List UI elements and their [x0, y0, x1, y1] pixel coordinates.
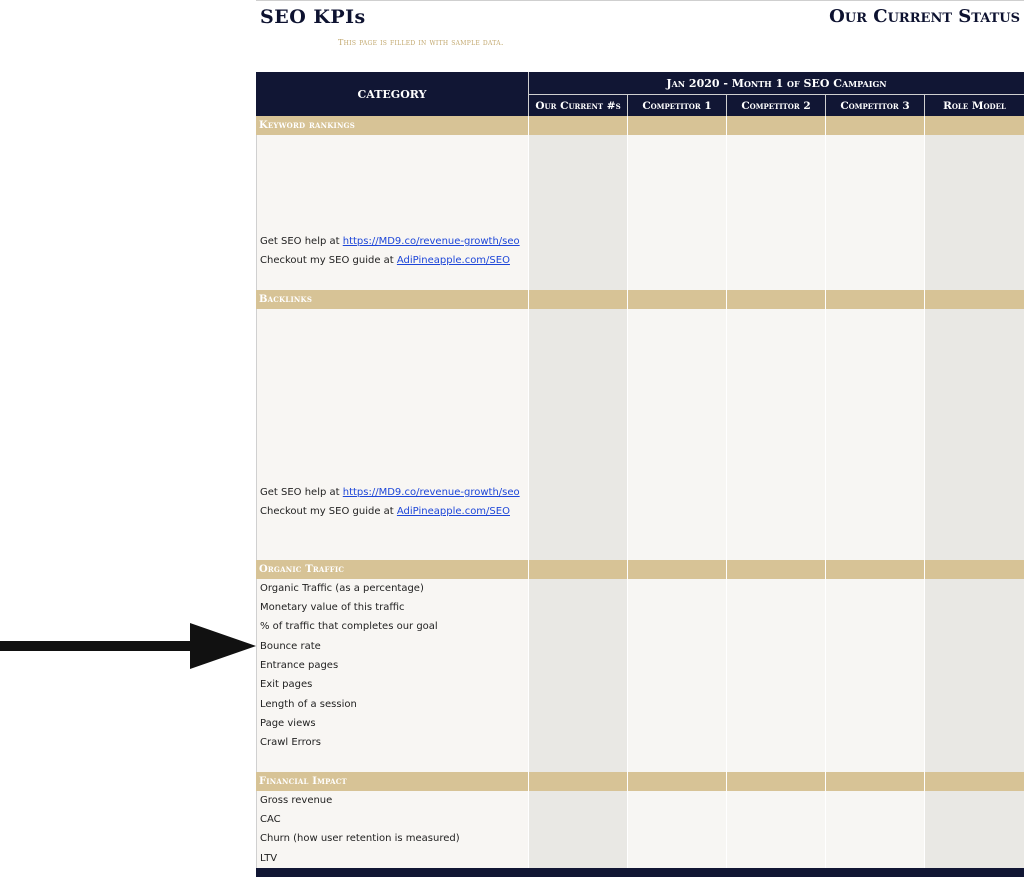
section-header-financial-impact — [256, 772, 1024, 791]
guide-row — [260, 251, 510, 270]
table-footer-bar — [256, 868, 1024, 877]
section-title: Keyword rankings — [259, 120, 355, 131]
column-role-model — [924, 116, 1024, 868]
guide-link[interactable]: AdiPineapple.com/SEO — [396, 255, 510, 266]
column-header-competitor-1: Competitor 1 — [627, 94, 726, 116]
section-header-backlinks — [256, 290, 1024, 309]
kpi-row-gross-revenue: Gross revenue — [260, 795, 333, 806]
guide-row — [260, 502, 510, 521]
guide-text: Checkout my SEO guide at — [260, 506, 397, 517]
sample-note: This page is filled in with sample data. — [338, 38, 504, 47]
section-title: Organic Traffic — [259, 564, 345, 575]
kpi-row-crawl-errors: Crawl Errors — [260, 737, 321, 748]
column-competitor-3 — [825, 116, 924, 868]
help-row — [260, 483, 520, 502]
section-title: Financial Impact — [259, 776, 347, 787]
kpi-row-page-views: Page views — [260, 718, 316, 729]
kpi-row-monetary-value: Monetary value of this traffic — [260, 602, 405, 613]
campaign-header: Jan 2020 - Month 1 of SEO Campaign — [528, 72, 1024, 94]
page-title: SEO KPIs — [260, 6, 366, 28]
kpi-sheet — [256, 72, 1024, 877]
kpi-row-bounce-rate: Bounce rate — [260, 641, 321, 652]
kpi-row-exit-pages: Exit pages — [260, 679, 313, 690]
guide-link[interactable]: AdiPineapple.com/SEO — [396, 506, 510, 517]
column-competitor-2 — [726, 116, 825, 868]
help-link[interactable]: https://MD9.co/revenue-growth/seo — [342, 487, 520, 498]
kpi-row-cac: CAC — [260, 814, 281, 825]
section-header-keyword-rankings — [256, 116, 1024, 135]
top-divider — [256, 0, 1024, 1]
help-link[interactable]: https://MD9.co/revenue-growth/seo — [342, 236, 520, 247]
section-header-organic-traffic — [256, 560, 1024, 579]
kpi-row-ltv: LTV — [260, 853, 278, 864]
table-header — [256, 72, 1024, 116]
help-text: Get SEO help at — [260, 487, 343, 498]
kpi-row-goal-completion: % of traffic that completes our goal — [260, 621, 438, 632]
table-body — [256, 116, 1024, 868]
column-header-our-current: Our Current #s — [528, 94, 627, 116]
column-our-current — [528, 116, 627, 868]
column-header-competitor-3: Competitor 3 — [825, 94, 924, 116]
column-header-role-model: Role Model — [924, 94, 1024, 116]
kpi-row-organic-traffic-percentage: Organic Traffic (as a percentage) — [260, 583, 424, 594]
column-competitor-1 — [627, 116, 726, 868]
arrow-right-icon — [0, 620, 256, 672]
section-title: Backlinks — [259, 294, 313, 305]
help-text: Get SEO help at — [260, 236, 343, 247]
kpi-row-session-length: Length of a session — [260, 699, 357, 710]
column-header-competitor-2: Competitor 2 — [726, 94, 825, 116]
kpi-row-churn: Churn (how user retention is measured) — [260, 833, 460, 844]
category-header: CATEGORY — [357, 87, 427, 101]
help-row — [260, 232, 520, 251]
status-heading: Our Current Status — [829, 6, 1020, 27]
guide-text: Checkout my SEO guide at — [260, 255, 397, 266]
kpi-row-entrance-pages: Entrance pages — [260, 660, 339, 671]
